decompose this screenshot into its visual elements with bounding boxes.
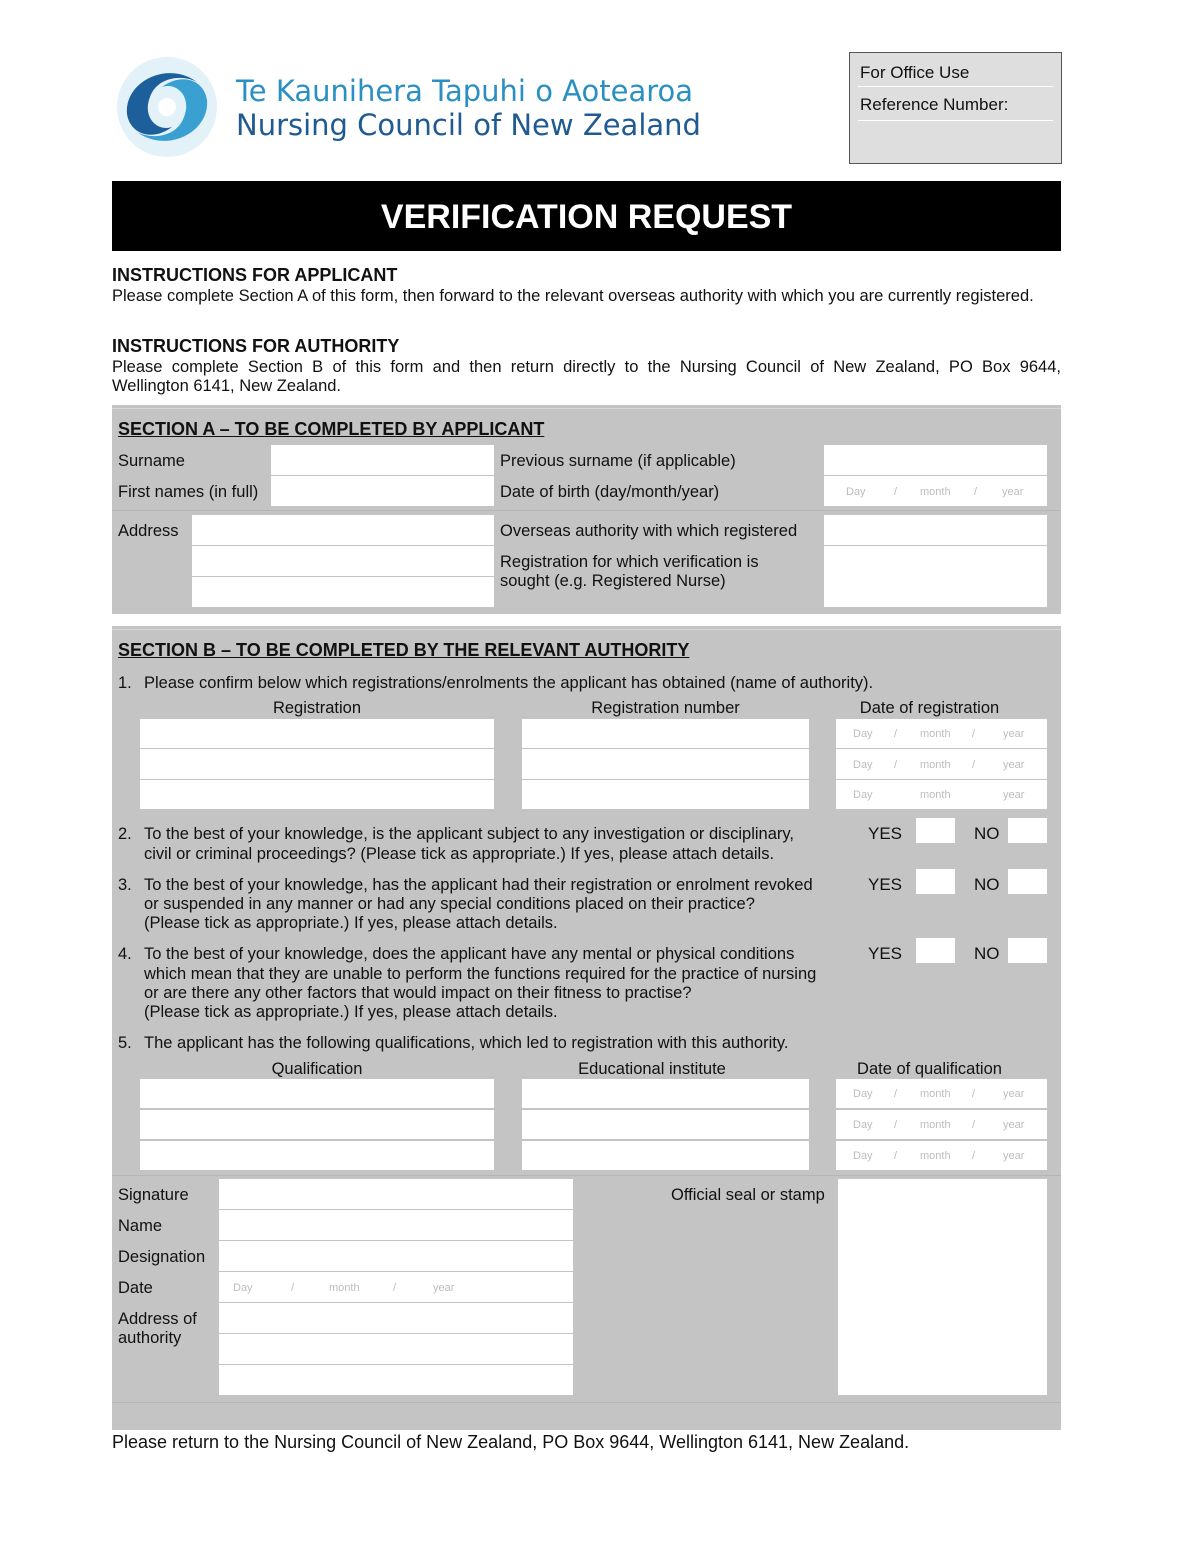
date-month-placeholder: month [329, 1282, 360, 1294]
date-slash: / [894, 1119, 898, 1131]
col-registration: Registration [272, 699, 362, 717]
authority-instructions-text-2: Wellington 6141, New Zealand. [112, 377, 342, 395]
q2-yes-checkbox[interactable] [916, 818, 955, 843]
registration-sought-label-2: sought (e.g. Registered Nurse) [500, 572, 726, 590]
signature-field[interactable] [219, 1179, 573, 1209]
address-of-authority-label-1: Address of [118, 1310, 197, 1328]
q3-text-2: or suspended in any manner or had any special conditions placed on their practice? [144, 895, 755, 913]
date-month-placeholder: month [920, 1088, 951, 1100]
section-a-heading: SECTION A – TO BE COMPLETED BY APPLICANT [118, 419, 545, 439]
q3-yes-label: YES [868, 875, 903, 894]
date-day-placeholder: Day [853, 1119, 873, 1131]
logo-maori-name: Te Kaunihera Tapuhi o Aotearoa [236, 74, 694, 108]
q2-no-checkbox[interactable] [1008, 818, 1047, 843]
date-year-placeholder: year [1003, 759, 1025, 771]
date-slash: / [972, 728, 976, 740]
signature-label: Signature [118, 1186, 189, 1204]
q2-text-2: civil or criminal proceedings? (Please tick as appropriate.) If yes, please attach details. [144, 845, 775, 863]
registration-date-field[interactable] [836, 719, 1047, 748]
date-slash: / [291, 1282, 295, 1294]
registration-field[interactable] [140, 749, 494, 779]
col-registration-number: Registration number [591, 699, 740, 717]
registration-sought-label-1: Registration for which verification is [500, 553, 759, 571]
date-slash: / [894, 1088, 898, 1100]
authority-address-field-3[interactable] [219, 1365, 573, 1395]
q4-text-4: (Please tick as appropriate.) If yes, please attach details. [144, 1003, 558, 1021]
date-day-placeholder: Day [853, 759, 873, 771]
date-year-placeholder: year [1003, 1119, 1025, 1131]
registration-field[interactable] [140, 780, 494, 809]
date-slash: / [894, 486, 898, 498]
authority-instructions-heading: INSTRUCTIONS FOR AUTHORITY [112, 336, 400, 356]
office-use-box [849, 52, 1062, 164]
q4-number: 4. [118, 945, 132, 963]
q3-yes-checkbox[interactable] [916, 869, 955, 894]
seal-stamp-area[interactable] [838, 1179, 1047, 1395]
q3-text-3: (Please tick as appropriate.) If yes, please attach details. [144, 914, 558, 932]
date-slash: / [972, 1119, 976, 1131]
date-slash: / [972, 759, 976, 771]
institute-field[interactable] [522, 1110, 809, 1139]
surname-field[interactable] [271, 445, 494, 475]
q3-number: 3. [118, 876, 132, 894]
name-field[interactable] [219, 1210, 573, 1240]
date-day-placeholder: Day [846, 486, 866, 498]
office-use-heading: For Office Use [860, 63, 970, 82]
section-a-panel [112, 405, 1061, 614]
date-label: Date [118, 1279, 153, 1297]
q2-no-label: NO [974, 824, 1000, 843]
dob-field[interactable] [824, 476, 1047, 506]
q4-no-checkbox[interactable] [1008, 938, 1047, 963]
q4-text-1: To the best of your knowledge, does the applicant have any mental or physical conditions [144, 945, 795, 963]
qualification-field[interactable] [140, 1079, 494, 1108]
q4-no-label: NO [974, 944, 1000, 963]
authority-instructions-text-1: Please complete Section B of this form and then return directly to the Nursing Council of New Zealand, PO Box 9644, [112, 358, 1061, 376]
q4-text-2: which mean that they are unable to perform the functions required for the practice of nursing [144, 965, 817, 983]
q3-no-label: NO [974, 875, 1000, 894]
date-year-placeholder: year [1003, 1088, 1025, 1100]
col-qualification: Qualification [271, 1060, 363, 1078]
authority-address-field-2[interactable] [219, 1334, 573, 1364]
registration-number-field[interactable] [522, 719, 809, 748]
q3-text-1: To the best of your knowledge, has the applicant had their registration or enrolment revoked [144, 876, 813, 894]
overseas-authority-field[interactable] [824, 515, 1047, 545]
q1-text: Please confirm below which registrations/enrolments the applicant has obtained (name of authority). [144, 674, 874, 692]
date-month-placeholder: month [920, 1150, 951, 1162]
q5-number: 5. [118, 1034, 132, 1052]
signature-date-field[interactable] [219, 1272, 573, 1302]
date-slash: / [974, 486, 978, 498]
registration-date-field[interactable] [836, 749, 1047, 779]
address-field-3[interactable] [192, 577, 494, 607]
date-month-placeholder: month [920, 789, 951, 801]
registration-field[interactable] [140, 719, 494, 748]
reference-number-label: Reference Number: [860, 95, 1009, 114]
q2-text-1: To the best of your knowledge, is the applicant subject to any investigation or disciplinary, [144, 825, 794, 843]
date-year-placeholder: year [1002, 486, 1024, 498]
institute-field[interactable] [522, 1141, 809, 1170]
q5-text: The applicant has the following qualifications, which led to registration with this authority. [144, 1034, 789, 1052]
date-year-placeholder: year [433, 1282, 455, 1294]
designation-label: Designation [118, 1248, 206, 1266]
date-slash: / [972, 1150, 976, 1162]
date-month-placeholder: month [920, 759, 951, 771]
institute-field[interactable] [522, 1079, 809, 1108]
section-b-panel [112, 626, 1061, 1430]
address-label: Address [118, 522, 179, 540]
qualification-field[interactable] [140, 1141, 494, 1170]
date-day-placeholder: Day [853, 1088, 873, 1100]
date-slash: / [894, 759, 898, 771]
q1-number: 1. [118, 674, 132, 692]
q2-yes-label: YES [868, 824, 903, 843]
qualification-date-field[interactable] [836, 1110, 1047, 1139]
overseas-authority-label: Overseas authority with which registered [500, 522, 798, 540]
date-year-placeholder: year [1003, 1150, 1025, 1162]
registration-number-field[interactable] [522, 780, 809, 809]
applicant-instructions-heading: INSTRUCTIONS FOR APPLICANT [112, 265, 398, 285]
registration-sought-field[interactable] [824, 546, 1047, 607]
col-date-of-qualification: Date of qualification [857, 1060, 1002, 1078]
designation-field[interactable] [219, 1241, 573, 1271]
first-names-label: First names (in full) [118, 483, 259, 501]
footer-return-address: Please return to the Nursing Council of New Zealand, PO Box 9644, Wellington 6141, New Zealand. [112, 1432, 910, 1452]
qualification-field[interactable] [140, 1110, 494, 1139]
authority-address-field-1[interactable] [219, 1303, 573, 1333]
q4-yes-label: YES [868, 944, 903, 963]
previous-surname-label: Previous surname (if applicable) [500, 452, 736, 470]
qualification-date-field[interactable] [836, 1079, 1047, 1108]
date-slash: / [393, 1282, 397, 1294]
date-year-placeholder: year [1003, 789, 1025, 801]
date-month-placeholder: month [920, 1119, 951, 1131]
address-of-authority-label-2: authority [118, 1329, 182, 1347]
applicant-instructions-text: Please complete Section A of this form, then forward to the relevant overseas authority with which you are currently registered. [112, 287, 1034, 305]
logo-english-name: Nursing Council of New Zealand [236, 108, 701, 142]
first-names-field[interactable] [271, 476, 494, 506]
registration-date-field[interactable] [836, 780, 1047, 809]
registration-number-field[interactable] [522, 749, 809, 779]
surname-label: Surname [118, 452, 185, 470]
page-title: VERIFICATION REQUEST [112, 181, 1061, 251]
col-educational-institute: Educational institute [578, 1060, 726, 1078]
dob-label: Date of birth (day/month/year) [500, 483, 720, 501]
koru-logo-icon [112, 52, 222, 162]
q3-no-checkbox[interactable] [1008, 869, 1047, 894]
address-field-1[interactable] [192, 515, 494, 545]
section-b-heading: SECTION B – TO BE COMPLETED BY THE RELEVANT AUTHORITY [118, 640, 690, 660]
date-day-placeholder: Day [853, 728, 873, 740]
date-year-placeholder: year [1003, 728, 1025, 740]
date-slash: / [972, 1088, 976, 1100]
date-day-placeholder: Day [233, 1282, 253, 1294]
date-day-placeholder: Day [853, 1150, 873, 1162]
date-month-placeholder: month [920, 728, 951, 740]
col-date-of-registration: Date of registration [859, 699, 1000, 717]
address-field-2[interactable] [192, 546, 494, 576]
q4-yes-checkbox[interactable] [916, 938, 955, 963]
date-day-placeholder: Day [853, 789, 873, 801]
q2-number: 2. [118, 825, 132, 843]
date-slash: / [894, 728, 898, 740]
date-slash: / [894, 1150, 898, 1162]
name-label: Name [118, 1217, 163, 1235]
seal-label: Official seal or stamp [671, 1186, 825, 1204]
council-logo [112, 52, 701, 162]
qualification-date-field[interactable] [836, 1141, 1047, 1170]
date-month-placeholder: month [920, 486, 951, 498]
q4-text-3: or are there any other factors that would impact on their fitness to practise? [144, 984, 692, 1002]
previous-surname-field[interactable] [824, 445, 1047, 475]
